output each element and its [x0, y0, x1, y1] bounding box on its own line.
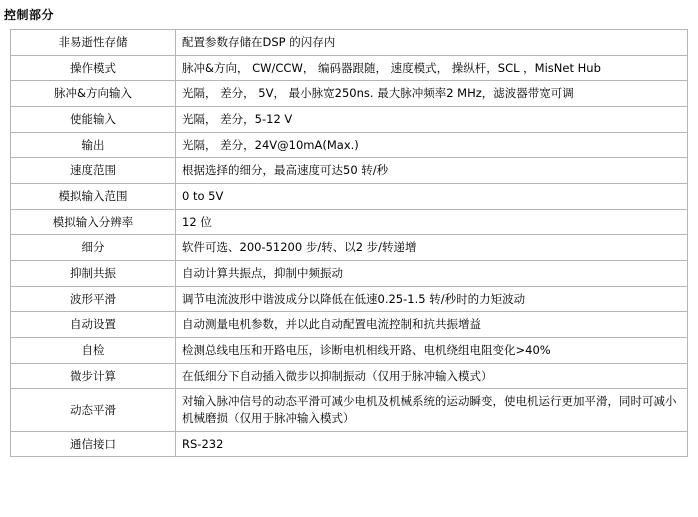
table-row	[11, 235, 688, 261]
row-value: 0 to 5V	[176, 184, 688, 210]
row-label: 模拟输入分辨率	[11, 209, 176, 235]
row-value: 自动测量电机参数，并以此自动配置电流控制和抗共振增益	[176, 312, 688, 338]
row-label: 动态平滑	[11, 389, 176, 431]
table-row	[11, 184, 688, 210]
row-label: 脉冲&方向输入	[11, 81, 176, 107]
table-body	[11, 30, 688, 457]
row-value: 脉冲&方向， CW/CCW， 编码器跟随， 速度模式， 操纵杆，SCL ，MisNet Hub	[176, 55, 688, 81]
table-row	[11, 107, 688, 133]
table-row	[11, 312, 688, 338]
row-value: 在低细分下自动插入微步以抑制振动（仅用于脉冲输入模式）	[176, 363, 688, 389]
row-value: 光隔， 差分， 5V， 最小脉宽250ns. 最大脉冲频率2 MHz，滤波器带宽可调	[176, 81, 688, 107]
table-row	[11, 30, 688, 56]
table-row	[11, 81, 688, 107]
row-label: 模拟输入范围	[11, 184, 176, 210]
row-value: 光隔， 差分，5-12 V	[176, 107, 688, 133]
table-row	[11, 389, 688, 431]
row-value: 配置参数存储在DSP 的闪存内	[176, 30, 688, 56]
table-row	[11, 338, 688, 364]
table-row	[11, 209, 688, 235]
row-label: 使能输入	[11, 107, 176, 133]
row-label: 自动设置	[11, 312, 176, 338]
row-label: 操作模式	[11, 55, 176, 81]
row-value: 12 位	[176, 209, 688, 235]
row-label: 微步计算	[11, 363, 176, 389]
row-label: 波形平滑	[11, 286, 176, 312]
page-title: 控制部分	[4, 8, 55, 22]
row-label: 通信接口	[11, 431, 176, 457]
table-row	[11, 363, 688, 389]
row-label: 自检	[11, 338, 176, 364]
row-label: 输出	[11, 132, 176, 158]
row-label: 抑制共振	[11, 261, 176, 287]
row-label: 非易逝性存储	[11, 30, 176, 56]
table-row	[11, 286, 688, 312]
control-spec-table	[10, 29, 688, 457]
table-row	[11, 55, 688, 81]
row-value: RS-232	[176, 431, 688, 457]
row-value: 软件可选、200-51200 步/转、以2 步/转递增	[176, 235, 688, 261]
row-label: 速度范围	[11, 158, 176, 184]
row-value: 自动计算共振点，抑制中频振动	[176, 261, 688, 287]
row-value: 对输入脉冲信号的动态平滑可减少电机及机械系统的运动瞬变，使电机运行更加平滑，同时可减小机械磨损（仅用于脉冲输入模式）	[176, 389, 688, 431]
table-row	[11, 158, 688, 184]
table-row	[11, 132, 688, 158]
row-value: 调节电流波形中谐波成分以降低在低速0.25-1.5 转/秒时的力矩波动	[176, 286, 688, 312]
table-row	[11, 261, 688, 287]
row-value: 光隔， 差分，24V@10mA(Max.)	[176, 132, 688, 158]
row-value: 检测总线电压和开路电压，诊断电机相线开路、电机绕组电阻变化>40%	[176, 338, 688, 364]
row-label: 细分	[11, 235, 176, 261]
table-row	[11, 431, 688, 457]
row-value: 根据选择的细分，最高速度可达50 转/秒	[176, 158, 688, 184]
